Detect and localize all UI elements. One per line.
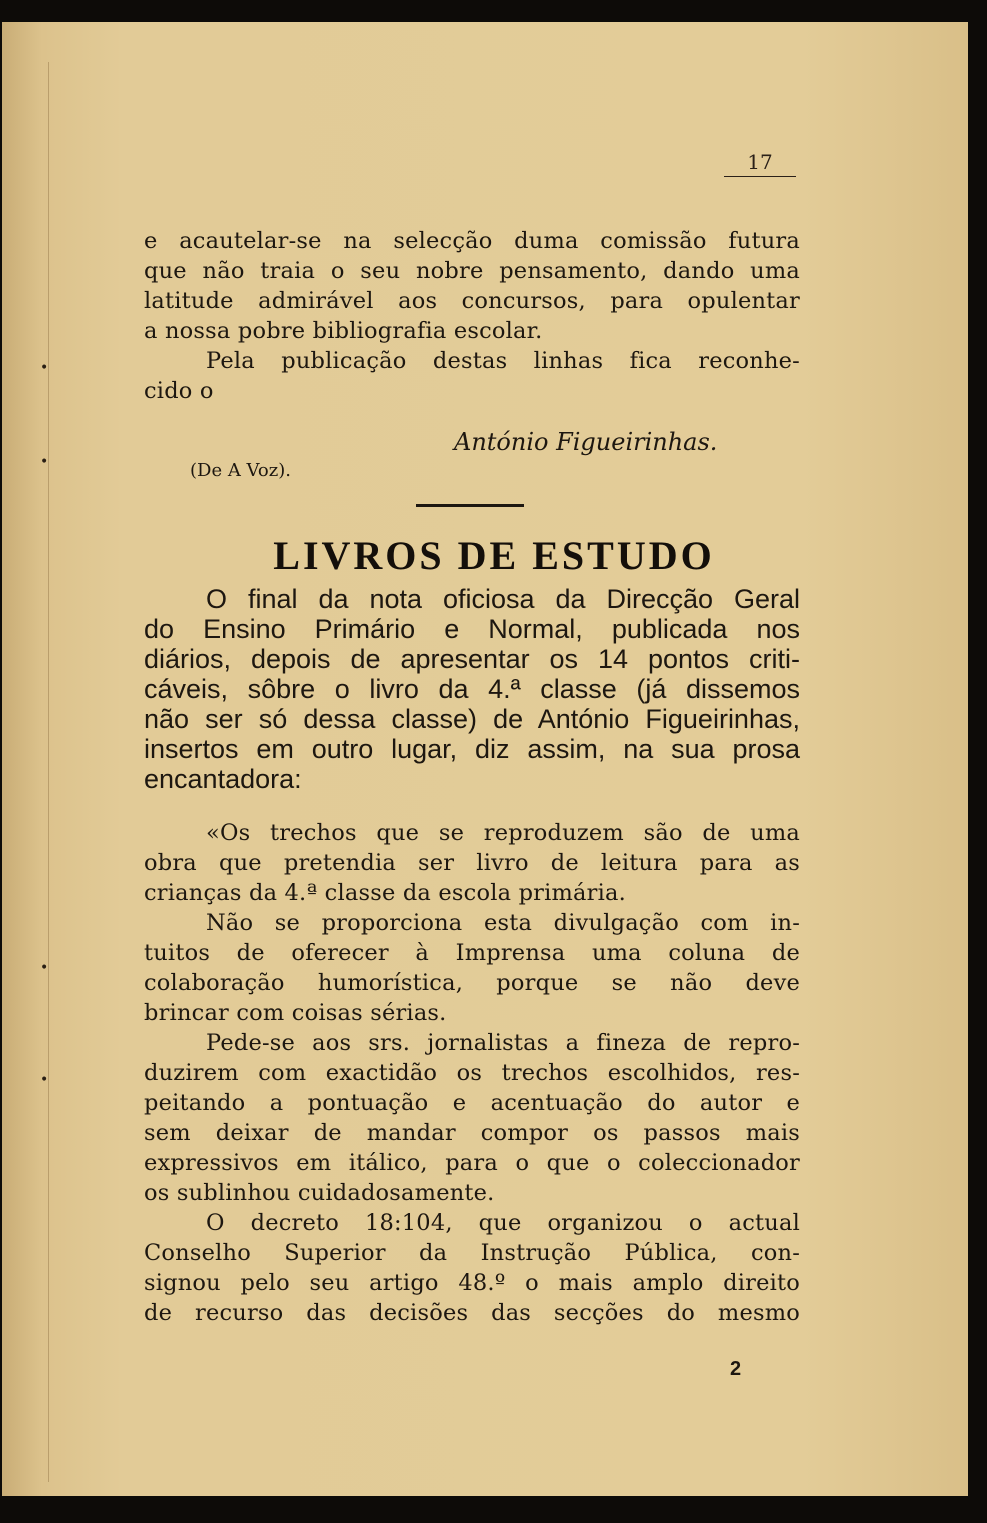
text-line: que não traia o seu nobre pensamento, dando uma xyxy=(144,258,800,284)
text-line: os sublinhou cuidadosamente. xyxy=(144,1180,495,1206)
text-line: crianças da 4.ª classe da escola primária. xyxy=(144,880,626,906)
margin-mark: • xyxy=(40,1072,49,1088)
text-line: peitando a pontuação e acentuação do autor e xyxy=(144,1090,800,1116)
quote-block xyxy=(144,818,800,1328)
margin-mark: • xyxy=(40,454,49,470)
book-page xyxy=(2,22,968,1496)
text-line: obra que pretendia ser livro de leitura para as xyxy=(144,850,800,876)
text-line: Pede-se aos srs. jornalistas a fineza de repro- xyxy=(206,1030,800,1056)
text-line: não ser só dessa classe) de António Figueirinhas, xyxy=(144,704,800,734)
source-citation: (De A Voz). xyxy=(190,460,291,481)
text-line: brincar com coisas sérias. xyxy=(144,1000,447,1026)
author-signature: António Figueirinhas. xyxy=(454,428,718,456)
text-line: expressivos em itálico, para o que o coleccionador xyxy=(144,1150,800,1176)
text-line: «Os trechos que se reproduzem são de uma xyxy=(206,820,800,846)
text-line: Conselho Superior da Instrução Pública, con- xyxy=(144,1240,800,1266)
text-line: sem deixar de mandar compor os passos mais xyxy=(144,1120,800,1146)
text-line: encantadora: xyxy=(144,764,302,794)
text-line: latitude admirável aos concursos, para opulentar xyxy=(144,288,800,314)
intro-paragraph xyxy=(144,584,800,794)
text-line: duzirem com exactidão os trechos escolhidos, res- xyxy=(144,1060,800,1086)
text-line: Não se proporciona esta divulgação com in- xyxy=(206,910,800,936)
signature-mark: 2 xyxy=(730,1358,742,1380)
page-edge-line xyxy=(48,62,49,1482)
text-line: cido o xyxy=(144,378,214,404)
margin-mark: • xyxy=(40,360,49,376)
text-line: tuitos de oferecer à Imprensa uma coluna de xyxy=(144,940,800,966)
page-number: 17 xyxy=(724,150,796,177)
margin-mark: • xyxy=(40,960,49,976)
text-line: e acautelar-se na selecção duma comissão futura xyxy=(144,228,800,254)
text-line: O final da nota oficiosa da Direcção Geral xyxy=(206,584,800,614)
text-line: do Ensino Primário e Normal, publicada nos xyxy=(144,614,800,644)
text-line: a nossa pobre bibliografia escolar. xyxy=(144,318,543,344)
text-line: colaboração humorística, porque se não deve xyxy=(144,970,800,996)
text-line: cáveis, sôbre o livro da 4.ª classe (já dissemos xyxy=(144,674,800,704)
text-line: insertos em outro lugar, diz assim, na sua prosa xyxy=(144,734,800,764)
section-divider xyxy=(416,504,524,507)
text-line: signou pelo seu artigo 48.º o mais amplo direito xyxy=(144,1270,800,1296)
text-line: Pela publicação destas linhas fica reconhe- xyxy=(206,348,800,374)
text-line: O decreto 18:104, que organizou o actual xyxy=(206,1210,800,1236)
top-paragraph xyxy=(144,226,800,406)
section-heading: LIVROS DE ESTUDO xyxy=(273,533,715,578)
text-line: diários, depois de apresentar os 14 pontos criti- xyxy=(144,644,800,674)
text-line: de recurso das decisões das secções do mesmo xyxy=(144,1300,800,1326)
